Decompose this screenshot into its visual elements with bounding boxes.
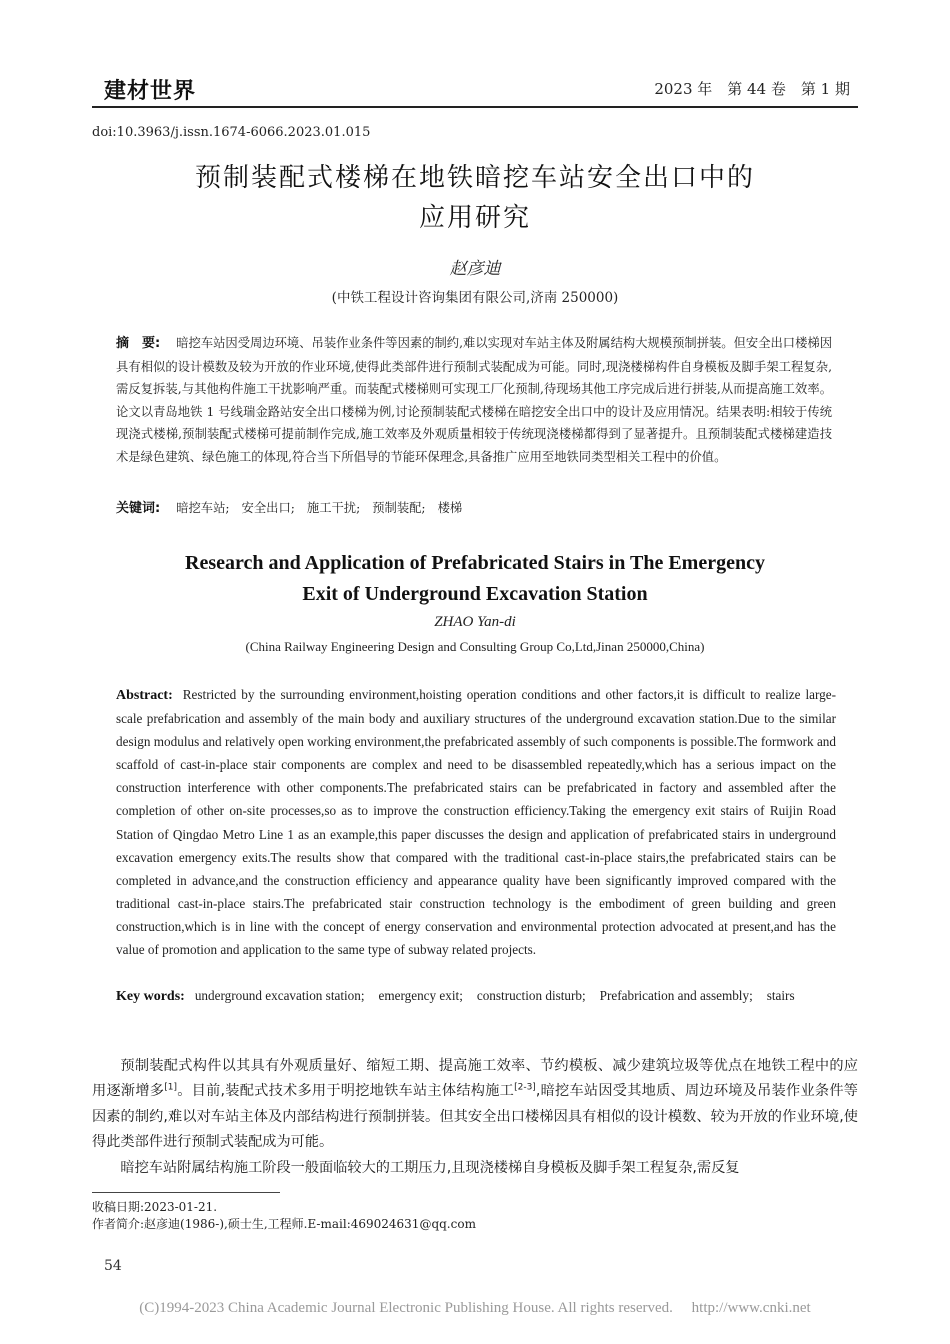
keywords-en-label: Key words:	[116, 989, 185, 1004]
keyword-en: stairs	[766, 988, 795, 1003]
author-chinese: 赵彦迪	[449, 259, 501, 279]
issue-info: 2023 年 第 44 卷 第 1 期	[654, 80, 850, 98]
journal-header	[92, 70, 858, 108]
abstract-cn-label: 摘 要:	[116, 336, 161, 351]
author-english: ZHAO Yan-di	[434, 614, 516, 630]
keywords-english	[116, 984, 836, 1008]
footnote-divider	[92, 1192, 280, 1193]
abstract-en-label: Abstract:	[116, 688, 173, 703]
abstract-en-text: Restricted by the surrounding environment,hoisting operation conditions and other factors,it is difficult to realize large-scale prefabrication and assembly of the main body and auxiliary structures of the underground excavation station.Due to the similar design modulus and relatively open working environment,the prefabricated assembly of such components is possible.The formwork and scaffold of cast-in-place stair components are complex and need to be disassembled repeatedly,which has a serious impact on the construction interference with other components.The prefabricated stairs can be prefabricated in factory and assembled after the completion of other on-site processes,so as to improve the construction efficiency.Taking the emergency exit stairs of Ruijin Road Station of Qingdao Metro Line 1 as an example,this paper discusses the design and application of prefabricated stairs in underground excavation emergency exits.The results show that compared with the traditional cast-in-place stairs,the prefabricated stairs can be completed in advance,and the construction efficiency and appearance quality have been significantly improved compared with the traditional cast-in-place stairs.The prefabricated stair construction technology is the embodiment of green building and green construction,which is in line with the concept of energy conservation and environmental protection advocated at present,and has the value of promotion and application to the same type of subway related projects.	[116, 687, 836, 958]
keyword-en: construction disturb;	[476, 988, 586, 1003]
keyword-en: underground excavation station;	[194, 988, 365, 1003]
journal-name: 建材世界	[104, 79, 197, 104]
title-en-line-1: Research and Application of Prefabricated Stairs in The Emergency	[185, 552, 765, 574]
title-english	[92, 548, 858, 610]
keyword-en: emergency exit;	[378, 988, 463, 1003]
abstract-cn-text: 暗挖车站因受周边环境、吊装作业条件等因素的制约,难以实现对车站主体及附属结构大规模预制拼装。但安全出口楼梯因具有相似的设计模数及较为开放的作业环境,使得此类部件进行预制式装配成为可能。同时,现浇楼梯构件自身模板及脚手架工程复杂,需反复拆装,与其他构件施工干扰影响严重。而装配式楼梯则可实现工厂化预制,待现场其他工序完成后进行拼装,从而提高施工效率。论文以青岛地铁 1 号线瑞金路站安全出口楼梯为例,讨论预制装配式楼梯在暗挖安全出口中的设计及应用情况。结果表明:相较于传统现浇式楼梯,预制装配式楼梯可提前制作完成,施工效率及外观质量相较于传统现浇楼梯都得到了显著提升。且预制装配式楼梯建造技术是绿色建筑、绿色施工的体现,符合当下所倡导的节能环保理念,具备推广应用至地铁同类型相关工程中的价值。	[116, 336, 832, 464]
footnotes	[92, 1199, 858, 1233]
keyword-cn: 预制装配;	[372, 501, 426, 515]
affiliation-chinese: (中铁工程设计咨询集团有限公司,济南 250000)	[331, 290, 619, 306]
body-text-run: 预制装配式构件以其具有外观质量好、缩短工期、提高施工效率、节约模板、减少建筑垃圾等优点在地铁工程中的应用逐渐增多	[92, 1058, 858, 1100]
keyword-cn: 施工干扰;	[306, 501, 361, 515]
keywords-chinese	[116, 497, 832, 520]
body-text	[92, 1054, 858, 1181]
keyword-cn: 楼梯	[437, 501, 463, 515]
body-paragraph-1	[92, 1054, 858, 1156]
footnote-received: 收稿日期:2023-01-21.	[92, 1200, 218, 1214]
doi[interactable]: doi:10.3963/j.issn.1674-6066.2023.01.015	[92, 125, 371, 140]
citation-ref[interactable]: [1]	[164, 1082, 177, 1093]
keyword-cn: 安全出口;	[241, 501, 295, 515]
title-en-line-2: Exit of Underground Excavation Station	[302, 583, 648, 605]
abstract-chinese	[116, 332, 832, 469]
page-number: 54	[104, 1258, 122, 1274]
copyright-notice: (C)1994-2023 China Academic Journal Electronic Publishing House. All rights reserved. http://www.cnki.net	[139, 1300, 811, 1316]
abstract-english	[116, 683, 836, 961]
title-chinese	[92, 158, 858, 238]
body-paragraph-2: 暗挖车站附属结构施工阶段一般面临较大的工期压力,且现浇楼梯自身模板及脚手架工程复杂,需反复	[120, 1159, 740, 1176]
title-cn-line-2: 应用研究	[418, 203, 531, 233]
keyword-en: Prefabrication and assembly;	[599, 988, 753, 1003]
footnote-author-info: 作者简介:赵彦迪(1986-),硕士生,工程师.E-mail:469024631@qq.com	[92, 1217, 476, 1231]
keyword-cn: 暗挖车站;	[176, 501, 230, 515]
body-text-run: 。目前,装配式技术多用于明挖地铁车站主体结构施工	[176, 1083, 515, 1100]
title-cn-line-1: 预制装配式楼梯在地铁暗挖车站安全出口中的	[194, 163, 755, 193]
affiliation-english: (China Railway Engineering Design and Consulting Group Co,Ltd,Jinan 250000,China)	[245, 639, 705, 654]
citation-ref[interactable]: [2-3]	[514, 1082, 536, 1093]
body-text-run: ,暗挖车站因受其地质、周边环境及吊装作业条件等因素的制约,难以对车站主体及内部结构进行预制拼装。但其安全出口楼梯因具有相似的设计模数、较为开放的作业环境,使得此类部件进行预制式装配成为可能。	[92, 1083, 858, 1151]
keywords-cn-label: 关键词:	[116, 501, 161, 516]
